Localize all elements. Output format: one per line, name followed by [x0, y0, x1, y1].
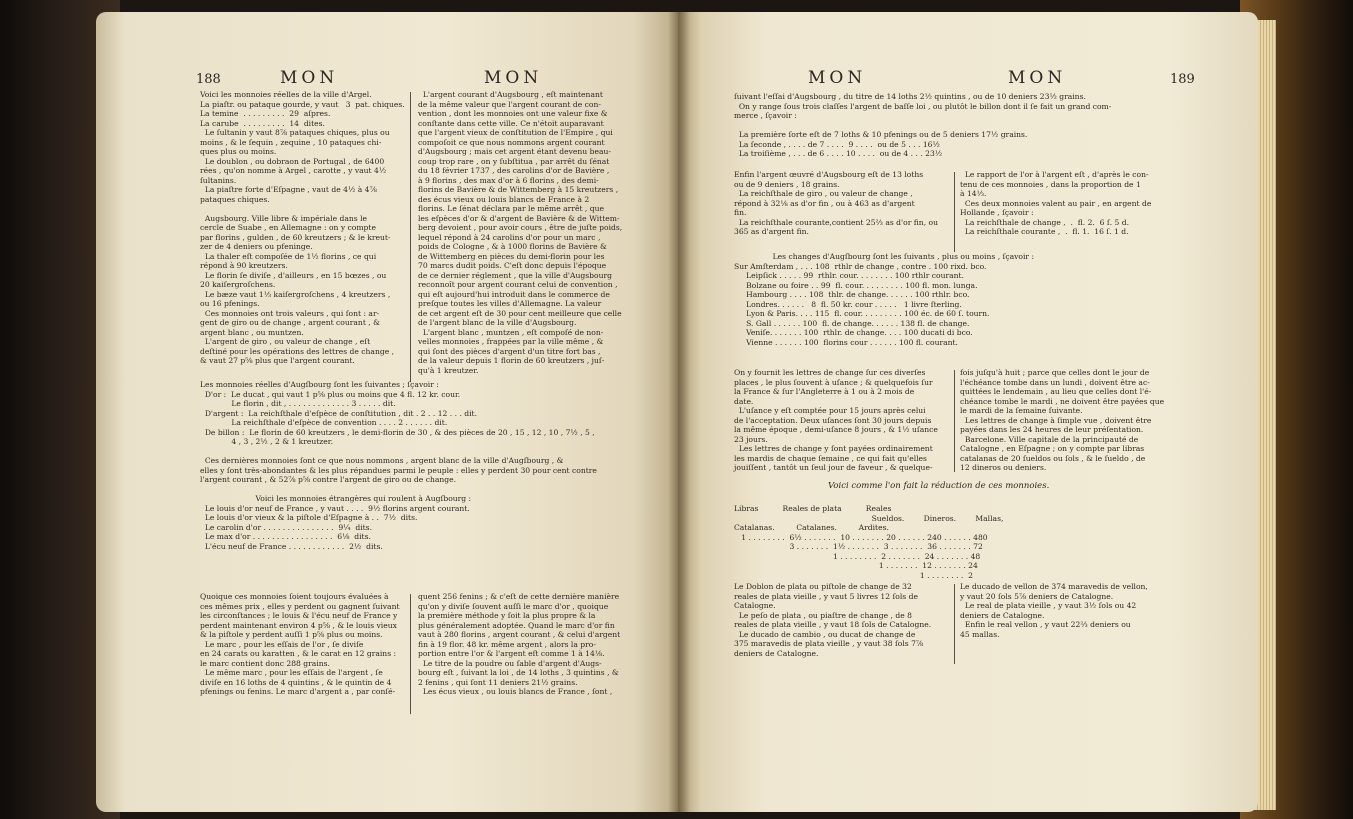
- right-page: [678, 12, 1258, 812]
- page-number: 189: [1170, 72, 1195, 87]
- running-head: MON: [280, 68, 339, 88]
- column-text-right-top: L'argent courant d'Augsbourg , eſt maintenant de la même valeur que l'argent courant de con- vention , dont les monnoies ont une valeur fixe & conſtante dans cette ville. Ce n'étoit auparavant que l'argent vieux de conſtitution de l'Empire , qui compoſoit ce que nous nommons argent courant d'Augsbourg ; mais cet argent étant devenu beau- coup trop rare , on y ſubſtitua , par arrêt du ſénat du 18 février 1737 , des carolins d'or de Bavière , à 9 florins , des max d'or à 6 florins , des demi- florins de Bavière & de Wittemberg à 15 kreutzers , des écus vieux ou louis blancs de France à 2 florins. Le ſénat déclara par le même arrêt , que les eſpèces d'or & d'argent de Bavière & de Wittem- berg devoient , pour avoir cours , être de juſte poids, lequel répond à 24 carolins d'or pour un marc , poids de Cologne , & à 1000 florins de Bavière & de Wittemberg en pièces du demi-florin pour les 70 marcs dudit poids. C'eſt donc depuis l'époque de ce dernier réglement , que la ville d'Augsbourg reconnoît pour argent courant celui de convention , qui eſt aujourd'hui introduit dans le commerce de preſque toutes les villes d'Allemagne. La valeur de cet argent eſt de 30 pour cent meilleure que celle de l'argent blanc de la ville d'Augsbourg. L'argent blanc , muntzen , eſt compoſé de non- velles monnoies , frappées par la ville même , & qui ſont des pièces d'argent d'un titre fort bas , de la valeur depuis 1 florin de 60 kreutzers , juſ- qu'à 1 kreutzer.: [418, 90, 623, 375]
- column-text-left-bottom: Quoique ces monnoies ſoient toujours évaluées à ces mêmes prix , elles y perdent ou gagnent ſuivant les circonſtances ; le louis & l'écu neuf de France y perdent maintenant environ 4 p⅝ , & le louis vieux & la piſtole y perdent auſſi 1 p⅝ plus ou moins. Le marc , pour les eſſais de l'or , ſe diviſe en 24 carats ou karatten , & le carat en 12 grains : le marc contient donc 288 grains. Le même marc , pour les eſſais de l'argent , ſe diviſe en 16 loths de 4 quintins , & le quintin de 4 pfenings ou fenins. Le marc d'argent a , par conſé-: [200, 592, 400, 696]
- column-divider: [410, 594, 411, 714]
- intro-text: ſuivant l'eſſai d'Augsbourg , du titre de 14 loths 2½ quintins , ou de 10 deniers 23½ grains. On y range ſous trois claſſes l'argent de baſſe loi , ou plutôt le billon dont il ſe fait un grand com- merce , ſçavoir :: [734, 92, 1112, 120]
- left-page: [96, 12, 680, 812]
- reduction-heading: Voici comme l'on fait la réduction de ces monnoies.: [828, 481, 1050, 491]
- column-text-left-top: Voici les monnoies réelles de la ville d'Argel. La piaſtr. ou pataque gourde, y vaut 3 pat. chiques. La temine . . . . . . . . . 29 aſpres. La carube . . . . . . . . . 14 dites. Le ſultanin y vaut 8⅞ pataques chiques, plus ou moins , & le ſequin , zequine , 10 pataques chi- ques plus ou moins. Le doublon , ou dobraon de Portugal , de 6400 rées , qu'on nomme à Argel , carotte , y vaut 4½ ſultanins. La piaſtre forte d'Eſpagne , vaut de 4½ à 4⅞ pataques chiques. Augsbourg. Ville libre & impériale dans le cercle de Suabe , en Allemagne : on y compte par florins , gulden , de 60 kreutzers ; & le kreut- zer de 4 deniers ou pfeninge. La thaler eſt compoſée de 1½ florins , ce qui répond à 90 kreutzers. Le florin ſe diviſe , d'ailleurs , en 15 bœzes , ou 20 kaiſergroſchens. Le bæze vaut 1⅓ kaiſergroſchens , 4 kreutzers , ou 16 pfenings. Ces monnoies ont trois valeurs , qui ſont : ar- gent de giro ou de change , argent courant , & argent blanc , ou muntzen. L'argent de giro , ou valeur de change , eſt deſtiné pour les opérations des lettres de change , & vaut 27 p⅝ plus que l'argent courant.: [200, 90, 405, 365]
- column-divider: [954, 172, 955, 252]
- column-text-left: Enfin l'argent œuvré d'Augsbourg eſt de 13 loths ou de 9 deniers , 18 grains. La reichſthale de giro , ou valeur de change , répond à 32⅛ as d'or fin , ou à 463 as d'argent fin. La reichſthale courante,contient 25⅔ as d'or fin, ou 365 as d'argent fin.: [734, 170, 938, 236]
- billon-classes: La première ſorte eſt de 7 loths & 10 pfenings ou de 5 deniers 17½ grains. La ſeconde , . . . . de 7 . . . . 9 . . . . ou de 5 . . . 16½ La troiſième , . . . de 6 . . . . 10 . . . . ou de 4 . . . 23½: [738, 130, 1028, 158]
- column-text-right-bottom: quent 256 fenins ; & c'eſt de cette dernière manière qu'on y diviſe ſouvent auſſi le marc d'or , quoique la première méthode y ſoit la plus propre & la plus généralement adoptée. Quand le marc d'or fin vaut à 280 florins , argent courant , & celui d'argent fin à 19 flor. 48 kr. même argent , alors la pro- portion entre l'or & l'argent eſt comme 1 à 14⅛. Le titre de la poudre ou ſable d'argent d'Augs- bourg eſt , ſuivant la loi , de 14 loths , 3 quintins , & 2 fenins , qui ſont 11 deniers 21½ grains. Les écus vieux , ou louis blancs de France , ſont ,: [418, 592, 621, 696]
- exchange-table: Les changes d'Augſbourg ſont les ſuivants , plus ou moins , ſçavoir : Sur Amſterdam , . . . 108 rthlr de change , contre . 100 rixd. bco. Leipſick . . . . . 99 rthlr. cour. . . . . . . . 100 rthlr courant. Bolzane ou foire . . 99 fl. cour. . . . . . . . . 100 fl. mon. lunga. Hambourg . . . . 108 thlr. de change. . . . . . 100 rthlr. bco. Londres. . . . . . 8 fl. 50 kr. cour . . . . . 1 livre ſterling. Lyon & Paris. . . . 115 fl. cour. . . . . . . . . 100 éc. de 60 ſ. tourn. S. Gall . . . . . . 100 fl. de change. . . . . . 138 fl. de change. Veniſe. . . . . . . 100 rthlr. de change. . . . 100 ducati di bco. Vienne . . . . . . 100 florins cour . . . . . . 100 fl. courant.: [734, 252, 1035, 347]
- column-divider: [410, 92, 411, 382]
- running-head: MON: [1008, 68, 1067, 88]
- reduction-table: Libras Reales de plata Reales Sueldos. Dineros. Mallas, Catalanas. Catalanes. Ardites. 1 . . . . . . . . 6½ . . . . . . . 10 . . . . . . . 20 . . . . . . 240 . . . . . . 480 3 . . . . . . . 1½ . . . . . . . 3 . . . . . . . 36 . . . . . . . 72 1 . . . . . . . . 2 . . . . . . . 24 . . . . . . . 48 1 . . . . . . . 12 . . . . . . . 24 1 . . . . . . . . 2: [734, 504, 1004, 580]
- page-number: 188: [196, 72, 221, 87]
- column-text-left: Le Doblon de plata ou piſtole de change de 32 reales de plata vieille , y vaut 5 livres 12 ſols de Catalogne. Le peſo de plata , ou piaſtre de change , de 8 reales de plata vieille , y vaut 18 ſols de Catalogne. Le ducado de cambio , ou ducat de change de 375 maravedis de plata vieille , y vaut 38 ſols 7⅞ deniers de Catalogne.: [734, 582, 932, 658]
- column-text-right: fois juſqu'à huit ; parce que celles dont le jour de l'échéance tombe dans un lundi , doivent être ac- quittées le lendemain , au lieu que celles dont l'é- chéance tombe le mardi , ne doivent être payées que le mardi de la ſemaine ſuivante. Les lettres de change à ſimple vue , doivent être payées dans les 24 heures de leur préſentation. Barcelone. Ville capitale de la principauté de Catalogne , en Eſpagne ; on y compte par libras catalanas de 20 ſueldos ou ſols , & le ſueldo , de 12 dineros ou deniers.: [960, 368, 1165, 472]
- coins-table: Les monnoies réelles d'Augſbourg ſont les ſuivantes ; ſçavoir : D'or : Le ducat , qui vaut 1 p⅝ plus ou moins que 4 fl. 12 kr. cour. Le florin , dit , . . . . . . . . . . . . . 3 . . . . . dit. D'argent : La reichſthale d'eſpèce de conſtitution , dit . 2 . . 12 . . . dit. La reichſthale d'eſpèce de convention . . . . 2 . . . . . . dit. De billon : Le florin de 60 kreutzers , le demi-florin de 30 , & des pièces de 20 , 15 , 12 , 10 , 7½ , 5 , 4 , 3 , 2½ , 2 & 1 kreutzer. Ces dernières monnoies ſont ce que nous nommons , argent blanc de la ville d'Augſbourg , & elles y ſont très-abondantes & les plus répandues parmi le peuple : elles y perdent 30 pour cent contre l'argent courant , & 52⅞ p⅝ contre l'argent de giro ou de change. Voici les monnoies étrangères qui roulent à Augſbourg : Le louis d'or neuf de France , y vaut . . . . 9½ florins argent courant. Le louis d'or vieux & la piſtole d'Eſpagne à . . 7½ dits. Le carolin d'or . . . . . . . . . . . . . . . 9¼ dits. Le max d'or . . . . . . . . . . . . . . . . . 6⅛ dits. L'écu neuf de France . . . . . . . . . . . . 2½ dits.: [200, 380, 597, 551]
- column-divider: [954, 370, 955, 472]
- running-head: MON: [484, 68, 543, 88]
- column-divider: [954, 584, 955, 664]
- running-head: MON: [808, 68, 867, 88]
- column-text-left: On y fournit les lettres de change ſur ces diverſes places , le plus ſouvent à uſance ; & quelquefois ſur la France & ſur l'Angleterre à 1 ou à 2 mois de date. L'uſance y eſt comptée pour 15 jours après celui de l'acceptation. Deux uſances ſont 30 jours depuis la même époque , demi-uſance 8 jours , & 1½ uſance 23 jours. Les lettres de change y ſont payées ordinairement les mardis de chaque ſemaine , ce qui fait qu'elles jouiſſent , tantôt un ſeul jour de faveur , & quelque-: [734, 368, 938, 472]
- column-text-right: Le rapport de l'or à l'argent eſt , d'après le con- tenu de ces monnoies , dans la proportion de 1 à 14⅓. Ces deux monnoies valent au pair , en argent de Hollande , ſçavoir : La reichſthale de change , . fl. 2. 6 ſ. 5 d. La reichſthale courante , . fl. 1. 16 ſ. 1 d.: [960, 170, 1152, 236]
- column-text-right: Le ducado de vellon de 374 maravedis de vellon, y vaut 20 ſols 5⅞ deniers de Catalogne. Le real de plata vieille , y vaut 3½ ſols ou 42 deniers de Catalogne. Enfin le real vellon , y vaut 22⅔ deniers ou 45 mallas.: [960, 582, 1148, 639]
- book-gutter: [668, 12, 690, 812]
